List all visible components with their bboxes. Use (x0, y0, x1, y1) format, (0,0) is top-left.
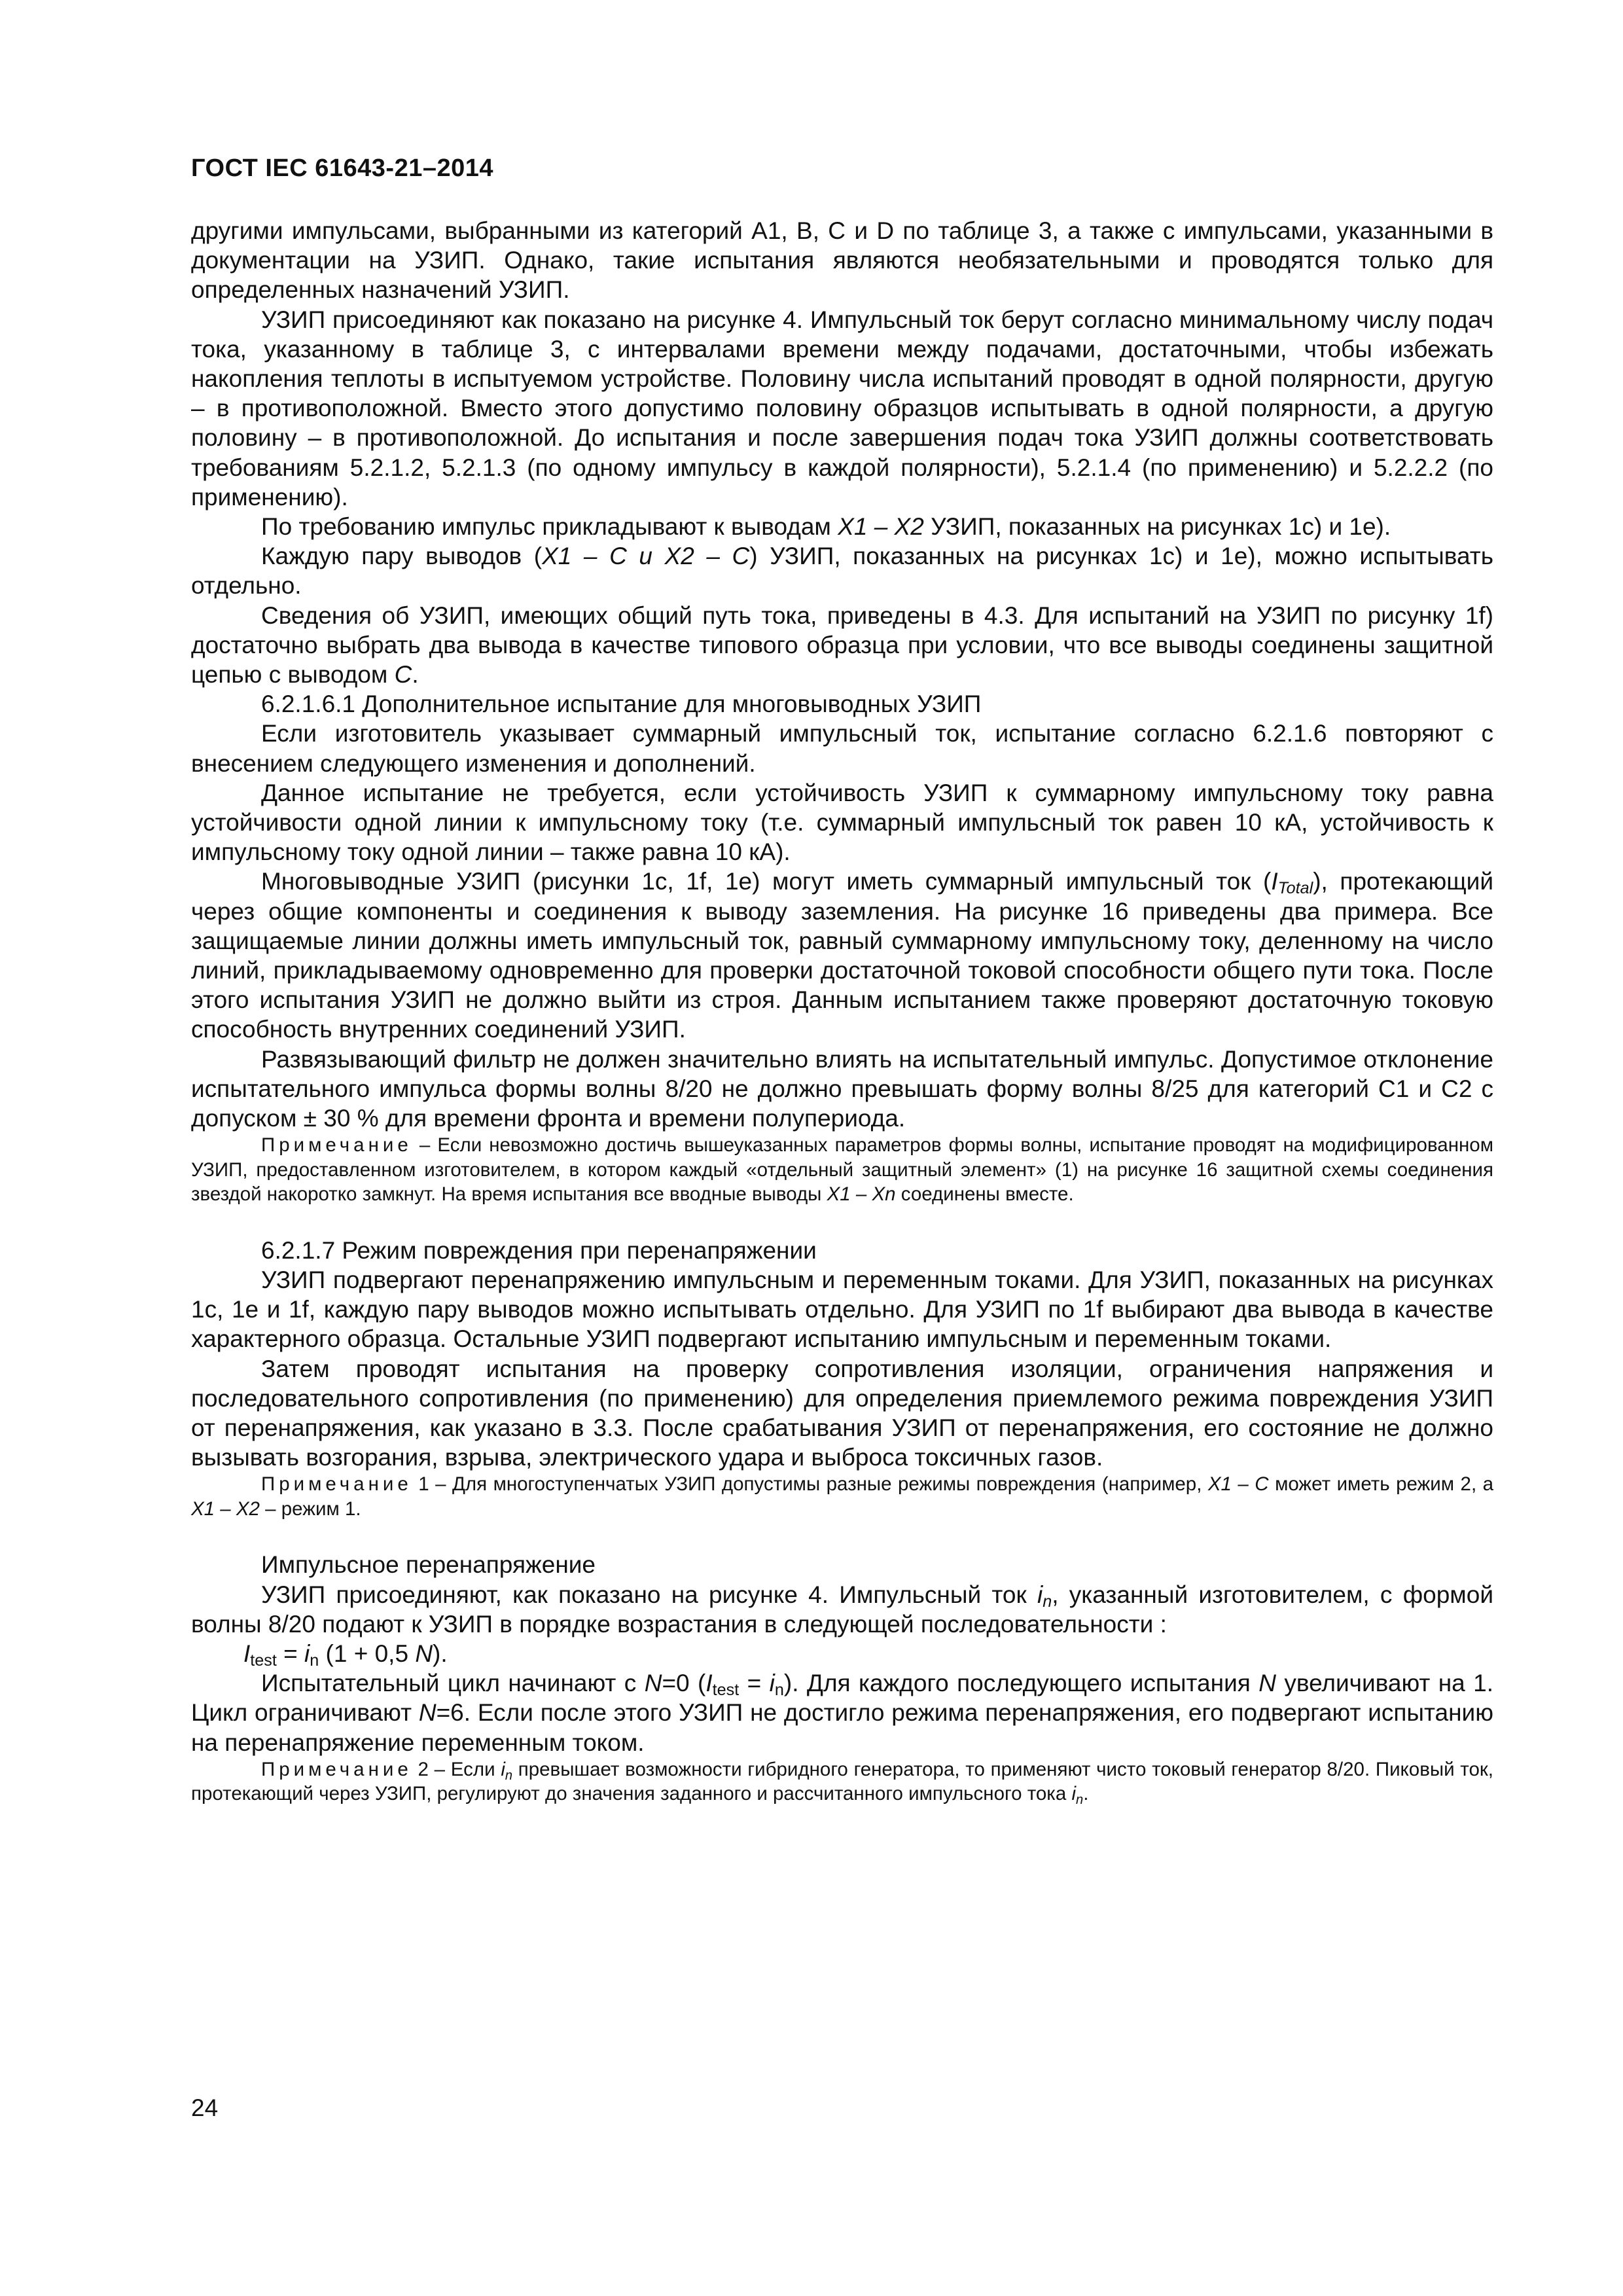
paragraph: УЗИП присоединяют как показано на рисунке 4. Импульсный ток берут согласно минимальному числу подач тока, указанному в таблице 3, с интервалами времени между подачами, достаточными, чтобы избежать накопления теплоты в испытуемом устройстве. Половину числа испытаний проводят в одной полярности, другую – в противоположной. Вместо этого допустимо половину образцов испытывать в одной полярности, а другую половину – в противоположной. До испытания и после завершения подач тока УЗИП должны соответствовать требованиям 5.2.1.2, 5.2.1.3 (по одному импульсу в каждой полярности), 5.2.1.4 (по применению) и 5.2.2.2 (по применению). (191, 306, 1493, 511)
note-label: Примечание (261, 1134, 412, 1157)
text-run: может иметь режим 2, а (1268, 1473, 1494, 1496)
text-run: = (739, 1670, 770, 1697)
italic-run: I (1271, 868, 1278, 895)
text-run: По требованию импульс прикладывают к выводам (261, 513, 838, 541)
paragraph: другими импульсами, выбранными из категорий A1, B, C и D по таблице 3, а также с импульсами, указанными в документации на УЗИП. Однако, такие испытания являются необязательными и проводятся только для определенных назначений УЗИП. (191, 217, 1493, 304)
text-run: 1 – Для многоступенчатых УЗИП допустимы разные режимы повреждения (например, (412, 1473, 1208, 1496)
text-run: =6. Если после этого УЗИП не достигло режима перенапряжения, его подвергают испытанию на перенапряжение переменным током. (191, 1699, 1493, 1756)
document-body (191, 216, 1493, 1806)
formula (191, 1639, 1493, 1668)
note-label: Примечание (261, 1758, 412, 1780)
subscript-run: n (505, 1768, 513, 1783)
text-run: ). Для каждого последующего испытания (783, 1670, 1259, 1697)
section-heading: 6.2.1.7 Режим повреждения при перенапряжении (261, 1236, 817, 1264)
text-run: ) УЗИП, показанных на рисунках 1c) и 1e), можно испытывать отдельно. (191, 543, 1493, 600)
paragraph: Развязывающий фильтр не должен значительно влиять на испытательный импульс. Допустимое отклонение испытательного импульса формы волны 8/20 не должно превышать форму волны 8/25 для категорий C1 и C2 с допуском ± 30 % для времени фронта и времени полупериода. (191, 1045, 1493, 1132)
text-run: увеличивают на 1. Цикл ограничивают (191, 1670, 1494, 1727)
formula-symbol: N (415, 1640, 433, 1668)
italic-run: X1 – Xn (827, 1183, 896, 1206)
text-run: – Если невозможно достичь вышеуказанных параметров формы волны, испытание проводят на модифицированном УЗИП, предоставленном изготовителем, в котором каждый «отдельный защитный элемент» (1) на рисунке 16 защитной схемы соединения звездой накоротко замкнут. На время испытания все вводные выводы (191, 1134, 1493, 1206)
text-run: – режим 1. (259, 1498, 361, 1520)
italic-run: i (501, 1758, 505, 1780)
text-run: = (276, 1640, 305, 1668)
section-heading: 6.2.1.6.1 Дополнительное испытание для многовыводных УЗИП (261, 691, 982, 718)
italic-run: N (644, 1670, 662, 1697)
note (191, 1472, 1493, 1521)
italic-run: I (705, 1670, 713, 1697)
text-run: , указанный изготовителем, с формой волны 8/20 подают к УЗИП в порядке возрастания в следующей последовательности : (191, 1581, 1493, 1638)
page-number: 24 (191, 2094, 219, 2121)
italic-run: i (769, 1670, 775, 1697)
text-run: превышает возможности гибридного генератора, то применяют чисто токовый генератор 8/20. Пиковый ток, протекающий через УЗИП, регулируют до значения заданного и рассчитанного импульсного тока (191, 1758, 1493, 1805)
text-run: УЗИП, показанных на рисунках 1c) и 1e). (923, 513, 1391, 541)
subscript-run: Total (1277, 879, 1313, 898)
paragraph: Данное испытание не требуется, если устойчивость УЗИП к суммарному импульсному току равна устойчивости одной линии к импульсному току (т.е. суммарный импульсный ток равен 10 кА, устойчивость к импульсному току одной линии – также равна 10 кА). (191, 779, 1493, 866)
subscript-run: n (1043, 1592, 1052, 1611)
text-run: Многовыводные УЗИП (рисунки 1c, 1f, 1e) могут иметь суммарный импульсный ток ( (261, 868, 1272, 895)
text-run: Испытательный цикл начинают с (261, 1670, 645, 1697)
italic-run: i (1037, 1581, 1043, 1608)
italic-run: X1 – C и X2 – C (542, 543, 750, 570)
italic-run: N (418, 1699, 437, 1727)
spacer (191, 1521, 1493, 1550)
subscript-run: n (774, 1681, 784, 1700)
italic-run: X1 – X2 (191, 1498, 260, 1520)
paragraph: Если изготовитель указывает суммарный импульсный ток, испытание согласно 6.2.1.6 повторяют с внесением следующего изменения и дополнений. (191, 720, 1493, 777)
document-header: ГОСТ IEC 61643-21–2014 (191, 154, 494, 182)
paragraph (191, 601, 1493, 690)
text-run: УЗИП присоединяют, как показано на рисунке 4. Импульсный ток (261, 1581, 1037, 1608)
formula-symbol: I (243, 1640, 251, 1668)
text-run: =0 ( (662, 1670, 706, 1697)
subscript-run: test (712, 1681, 740, 1700)
text-run: Каждую пару выводов ( (261, 543, 543, 570)
note-label: Примечание (261, 1473, 412, 1496)
text-run: (1 + 0,5 (319, 1640, 416, 1668)
text-run: Сведения об УЗИП, имеющих общий путь тока, приведены в 4.3. Для испытаний на УЗИП по рисунку 1f) достаточно выбрать два вывода в качестве типового образца при условии, что все выводы соединены защитной цепью с выводом (191, 601, 1493, 689)
italic-run: C (394, 661, 412, 689)
section-heading: Импульсное перенапряжение (261, 1551, 596, 1579)
paragraph (191, 541, 1493, 600)
paragraph (191, 867, 1493, 1044)
paragraph (191, 512, 1493, 541)
note (191, 1757, 1493, 1806)
paragraph (191, 1580, 1493, 1639)
text-run: . (412, 661, 419, 689)
italic-run: X1 – C (1207, 1473, 1269, 1496)
formula-subscript: n (310, 1651, 319, 1670)
text-run: соединены вместе. (895, 1183, 1074, 1206)
formula-subscript: test (250, 1651, 277, 1670)
text-run: 2 – Если (412, 1758, 501, 1780)
note (191, 1133, 1493, 1207)
italic-run: i (1071, 1783, 1077, 1805)
text-run: . (1083, 1783, 1089, 1805)
subscript-run: n (1076, 1793, 1084, 1808)
spacer (191, 1207, 1493, 1236)
italic-run: N (1258, 1670, 1276, 1697)
paragraph: УЗИП подвергают перенапряжению импульсным и переменным токами. Для УЗИП, показанных на рисунках 1c, 1e и 1f, каждую пару выводов можно испытывать отдельно. Для УЗИП по 1f выбирают два вывода в качестве характерного образца. Остальные УЗИП подвергают испытанию импульсным и переменным токами. (191, 1266, 1493, 1353)
text-run: ). (433, 1640, 448, 1668)
italic-run: X1 – X2 (838, 513, 924, 541)
paragraph: Затем проводят испытания на проверку сопротивления изоляции, ограничения напряжения и последовательного сопротивления (по применению) для определения приемлемого режима повреждения УЗИП от перенапряжения, как указано в 3.3. После срабатывания УЗИП от перенапряжения, его состояние не должно вызывать возгорания, взрыва, электрического удара и выброса токсичных газов. (191, 1355, 1493, 1471)
paragraph (191, 1668, 1493, 1757)
text-run: ), протекающий через общие компоненты и соединения к выводу заземления. На рисунке 16 приведены два примера. Все защищаемые линии должны иметь импульсный ток, равный суммарному импульсному току, деленному на число линий, прикладываемому одновременно для проверки достаточной токовой способности общего пути тока. После этого испытания УЗИП не должно выйти из строя. Данным испытанием также проверяют достаточную токовую способность внутренних соединений УЗИП. (191, 868, 1493, 1043)
formula-symbol: i (304, 1640, 310, 1668)
